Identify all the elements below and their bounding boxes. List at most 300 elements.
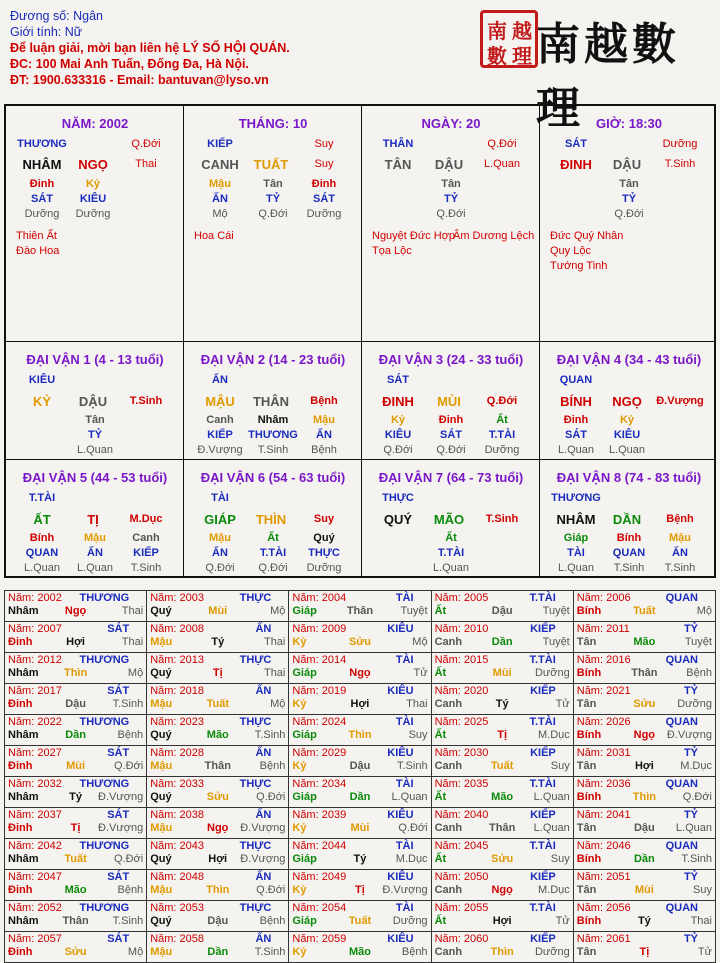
year-state: Mộ bbox=[412, 636, 428, 648]
year-stem: Mậu bbox=[150, 760, 173, 772]
dai-van-title: ĐẠI VẬN 8 (74 - 83 tuổi) bbox=[556, 470, 702, 485]
year-god: SÁT bbox=[107, 809, 130, 821]
dai-van-state: Bệnh bbox=[666, 513, 694, 525]
year-state: Đ.Vượng bbox=[240, 822, 286, 834]
dai-van-title: ĐẠI VẬN 1 (4 - 13 tuổi) bbox=[26, 352, 164, 367]
year-cell bbox=[573, 715, 715, 746]
hidden-stem: Mậu bbox=[313, 414, 335, 426]
year-state: Mộ bbox=[270, 698, 286, 710]
pillar-god: THÂN bbox=[382, 138, 414, 150]
year-god: T.TÀI bbox=[529, 840, 556, 852]
year-stem: Canh bbox=[434, 698, 463, 710]
pillar-role: Suy bbox=[314, 138, 334, 150]
year-stem: Tân bbox=[576, 636, 597, 648]
year-branch: Ngọ bbox=[633, 729, 656, 741]
star-label: Hoa Cái bbox=[194, 230, 234, 242]
year-branch: Tý bbox=[637, 915, 651, 927]
pillar-branch: DẬU bbox=[434, 157, 464, 172]
hidden-stem: Mậu bbox=[209, 532, 231, 544]
year-branch: Dần bbox=[207, 946, 229, 958]
year-state: Dưỡng bbox=[392, 915, 428, 927]
year-god: KIÊU bbox=[387, 871, 414, 883]
pillar-title: GIỜ: 18:30 bbox=[595, 116, 663, 131]
year-stem: Kỷ bbox=[292, 946, 307, 958]
year-label: Năm: 2025 bbox=[434, 716, 489, 728]
pillar-role: Q.Đới bbox=[487, 138, 517, 150]
year-stem: Kỷ bbox=[292, 636, 307, 648]
hidden-stem: Đinh bbox=[438, 414, 464, 426]
yearly-table bbox=[4, 590, 716, 963]
year-god: ẤN bbox=[255, 685, 272, 697]
year-state: Q.Đới bbox=[113, 853, 144, 865]
year-cell bbox=[431, 839, 573, 870]
year-row bbox=[5, 901, 716, 932]
year-state: Thai bbox=[263, 667, 286, 679]
year-label: Năm: 2061 bbox=[576, 933, 631, 945]
year-branch: Thìn bbox=[206, 884, 230, 896]
year-god: THỰC bbox=[239, 840, 272, 852]
year-label: Năm: 2023 bbox=[150, 716, 204, 728]
year-branch: Thân bbox=[204, 760, 231, 772]
hidden-god: ẤN bbox=[316, 429, 332, 441]
hidden-state: L.Quan bbox=[23, 562, 61, 574]
year-state: M.Dục bbox=[537, 884, 570, 896]
year-branch: Dậu bbox=[633, 822, 655, 834]
hidden-god: SÁT bbox=[565, 429, 587, 441]
year-state: Đ.Vượng bbox=[666, 729, 712, 741]
year-stem: Mậu bbox=[150, 636, 173, 648]
dai-van-god: SÁT bbox=[387, 374, 409, 386]
year-cell bbox=[289, 839, 431, 870]
year-branch: Thân bbox=[346, 605, 374, 617]
year-row bbox=[5, 653, 716, 684]
year-cell bbox=[5, 901, 147, 932]
year-stem: Nhâm bbox=[8, 791, 39, 803]
pillar-role: Dưỡng bbox=[662, 138, 698, 150]
pillar-stem: NHÂM bbox=[22, 157, 62, 172]
year-state: Tuyệt bbox=[542, 636, 570, 648]
pillar-title: NĂM: 2002 bbox=[61, 116, 129, 131]
address: ĐC: 100 Mai Anh Tuấn, Đống Đa, Hà Nội. bbox=[10, 57, 249, 71]
year-branch: Tị bbox=[212, 667, 223, 679]
hidden-state: T.Sinh bbox=[613, 562, 645, 574]
year-stem: Mậu bbox=[150, 698, 173, 710]
year-stem: Bính bbox=[576, 667, 602, 679]
year-cell bbox=[289, 901, 431, 932]
year-god: KIẾP bbox=[530, 933, 556, 945]
hidden-stem: Mậu bbox=[669, 532, 691, 544]
year-label: Năm: 2027 bbox=[8, 747, 62, 759]
year-label: Năm: 2024 bbox=[292, 716, 347, 728]
year-cell bbox=[5, 622, 147, 653]
year-cell bbox=[147, 684, 289, 715]
year-cell bbox=[5, 746, 147, 777]
year-stem: Ất bbox=[434, 729, 447, 741]
dai-van-title: ĐẠI VẬN 2 (14 - 23 tuổi) bbox=[200, 352, 346, 367]
year-label: Năm: 2011 bbox=[576, 623, 630, 635]
hidden-stem: Giáp bbox=[563, 532, 589, 544]
year-god: THỰC bbox=[239, 902, 272, 914]
dai-van-cell bbox=[6, 460, 184, 576]
hidden-state: T.Sinh bbox=[257, 444, 289, 456]
year-state: Q.Đới bbox=[256, 791, 286, 803]
year-label: Năm: 2048 bbox=[150, 871, 204, 883]
hidden-stem: Bính bbox=[29, 532, 55, 544]
year-label: Năm: 2038 bbox=[150, 809, 204, 821]
year-state: T.Sinh bbox=[681, 853, 712, 865]
pillar-state: Suy bbox=[314, 158, 334, 170]
year-cell bbox=[289, 932, 431, 963]
year-god: T.TÀI bbox=[529, 778, 556, 790]
year-cell bbox=[431, 746, 573, 777]
year-stem: Quý bbox=[150, 791, 172, 803]
year-cell bbox=[147, 622, 289, 653]
hidden-state: L.Quan bbox=[608, 444, 646, 456]
dai-van-cell bbox=[540, 342, 716, 460]
year-stem: Giáp bbox=[292, 915, 317, 927]
year-cell bbox=[431, 653, 573, 684]
gender: Giới tính: Nữ bbox=[10, 25, 83, 39]
year-stem: Đinh bbox=[8, 822, 33, 834]
year-cell bbox=[573, 839, 715, 870]
year-stem: Ất bbox=[434, 853, 447, 865]
year-god: T.TÀI bbox=[529, 654, 556, 666]
year-branch: Hợi bbox=[208, 853, 228, 865]
year-state: Tuyệt bbox=[400, 605, 428, 617]
year-stem: Giáp bbox=[292, 729, 317, 741]
year-stem: Kỷ bbox=[292, 884, 307, 896]
year-branch: Mão bbox=[348, 946, 371, 958]
year-cell bbox=[5, 653, 147, 684]
hidden-state: Dưỡng bbox=[306, 562, 342, 574]
year-god: TỶ bbox=[683, 685, 698, 697]
dai-van-stem: ẤT bbox=[33, 512, 51, 527]
dai-van-branch: TỊ bbox=[87, 512, 99, 527]
star-label: Quy Lộc bbox=[550, 245, 591, 257]
year-row bbox=[5, 684, 716, 715]
year-branch: Thìn bbox=[632, 791, 656, 803]
year-branch: Mùi bbox=[66, 760, 86, 772]
year-god: THƯƠNG bbox=[79, 840, 130, 852]
year-label: Năm: 2003 bbox=[150, 592, 204, 604]
year-god: KIẾP bbox=[530, 871, 556, 883]
year-god: T.TÀI bbox=[529, 716, 556, 728]
hidden-stem: Kỷ bbox=[85, 178, 101, 190]
year-god: TÀI bbox=[395, 778, 414, 790]
pillar-branch: TUẤT bbox=[253, 157, 289, 172]
hidden-god: TỶ bbox=[621, 193, 637, 205]
year-branch: Sửu bbox=[491, 853, 514, 865]
year-god: KIÊU bbox=[387, 747, 414, 759]
year-label: Năm: 2032 bbox=[8, 778, 62, 790]
year-cell bbox=[431, 932, 573, 963]
year-stem: Kỷ bbox=[292, 822, 307, 834]
year-cell bbox=[147, 653, 289, 684]
dai-van-branch: THÂN bbox=[252, 394, 290, 409]
year-state: Bệnh bbox=[117, 884, 144, 896]
hidden-stem: Tân bbox=[85, 414, 105, 426]
dai-van-state: M.Dục bbox=[129, 513, 163, 525]
year-label: Năm: 2005 bbox=[434, 592, 489, 604]
hidden-god: KIÊU bbox=[79, 193, 107, 205]
pillar-cell bbox=[6, 106, 184, 342]
year-god: QUAN bbox=[665, 592, 698, 604]
year-state: Đ.Vượng bbox=[382, 884, 428, 896]
year-cell bbox=[5, 870, 147, 901]
year-cell bbox=[147, 591, 289, 622]
year-branch: Dần bbox=[349, 791, 371, 803]
owner-name: Đương số: Ngân bbox=[10, 9, 103, 23]
year-stem: Quý bbox=[150, 915, 172, 927]
dai-van-branch: DẬU bbox=[78, 394, 108, 409]
year-god: KIÊU bbox=[387, 809, 414, 821]
dai-van-branch: THÌN bbox=[255, 512, 287, 527]
hidden-god: SÁT bbox=[440, 429, 462, 441]
hidden-god: KIẾP bbox=[207, 429, 233, 441]
hidden-state: L.Quan bbox=[76, 562, 114, 574]
hidden-state: Q.Đới bbox=[205, 562, 235, 574]
year-state: Tử bbox=[413, 667, 428, 679]
year-label: Năm: 2029 bbox=[292, 747, 347, 759]
year-label: Năm: 2034 bbox=[292, 778, 347, 790]
dai-van-branch: NGỌ bbox=[612, 394, 642, 409]
year-label: Năm: 2012 bbox=[8, 654, 62, 666]
hidden-stem: Đinh bbox=[311, 178, 337, 190]
chart-header bbox=[10, 8, 290, 88]
year-label: Năm: 2046 bbox=[576, 840, 631, 852]
year-branch: Dần bbox=[491, 636, 513, 648]
year-branch: Hợi bbox=[66, 636, 85, 648]
year-cell bbox=[573, 591, 715, 622]
hidden-god: ẤN bbox=[212, 547, 228, 559]
year-branch: Tý bbox=[211, 636, 225, 648]
year-label: Năm: 2045 bbox=[434, 840, 489, 852]
year-label: Năm: 2017 bbox=[8, 685, 62, 697]
year-stem: Mậu bbox=[150, 822, 173, 834]
year-stem: Tân bbox=[576, 884, 597, 896]
year-state: Mộ bbox=[696, 605, 712, 617]
year-label: Năm: 2016 bbox=[576, 654, 631, 666]
year-branch: Hợi bbox=[492, 915, 512, 927]
year-branch: Ngọ bbox=[491, 884, 513, 896]
year-cell bbox=[573, 746, 715, 777]
year-god: THƯƠNG bbox=[79, 778, 130, 790]
pillar-god: SÁT bbox=[565, 138, 587, 150]
year-cell bbox=[573, 808, 715, 839]
year-stem: Mậu bbox=[150, 946, 173, 958]
year-state: T.Sinh bbox=[112, 915, 144, 927]
year-stem: Ất bbox=[434, 791, 447, 803]
year-god: ẤN bbox=[255, 871, 272, 883]
year-label: Năm: 2041 bbox=[576, 809, 631, 821]
year-label: Năm: 2043 bbox=[150, 840, 204, 852]
year-stem: Nhâm bbox=[8, 915, 39, 927]
dai-van-state: T.Sinh bbox=[485, 513, 519, 525]
chart-grid bbox=[4, 104, 716, 578]
hidden-stem: Kỷ bbox=[619, 414, 635, 426]
year-stem: Canh bbox=[434, 946, 463, 958]
year-god: SÁT bbox=[107, 747, 130, 759]
pillar-stem: CANH bbox=[201, 157, 239, 172]
year-row bbox=[5, 591, 716, 622]
year-stem: Đinh bbox=[8, 636, 33, 648]
dai-van-stem: ĐINH bbox=[382, 394, 414, 409]
year-god: QUAN bbox=[665, 654, 698, 666]
year-label: Năm: 2013 bbox=[150, 654, 204, 666]
year-state: Bệnh bbox=[401, 946, 428, 958]
year-cell bbox=[5, 715, 147, 746]
year-label: Năm: 2009 bbox=[292, 623, 347, 635]
year-god: ẤN bbox=[255, 623, 272, 635]
star-label: Tọa Lộc bbox=[372, 245, 412, 257]
year-state: Q.Đới bbox=[398, 822, 428, 834]
year-branch: Ngọ bbox=[349, 667, 371, 679]
hidden-god: T.TÀI bbox=[488, 429, 516, 441]
year-state: Suy bbox=[693, 884, 712, 896]
year-stem: Kỷ bbox=[292, 760, 307, 772]
dai-van-cell bbox=[540, 460, 716, 576]
year-stem: Canh bbox=[434, 760, 463, 772]
year-stem: Quý bbox=[150, 729, 172, 741]
dai-van-god: THƯƠNG bbox=[551, 492, 601, 504]
hidden-stem: Đinh bbox=[29, 178, 55, 190]
hidden-god: SÁT bbox=[313, 193, 335, 205]
hidden-state: Q.Đới bbox=[383, 444, 413, 456]
year-cell bbox=[289, 653, 431, 684]
year-god: TÀI bbox=[395, 902, 414, 914]
year-cell bbox=[289, 870, 431, 901]
year-row bbox=[5, 932, 716, 963]
year-stem: Nhâm bbox=[8, 605, 39, 617]
pillar-title: NGÀY: 20 bbox=[421, 116, 481, 131]
hidden-stem: Mậu bbox=[84, 532, 106, 544]
year-state: L.Quan bbox=[533, 822, 570, 834]
year-cell bbox=[431, 591, 573, 622]
year-cell bbox=[147, 746, 289, 777]
dai-van-god: KIÊU bbox=[28, 374, 56, 386]
year-branch: Dậu bbox=[491, 605, 513, 617]
hidden-stem: Bính bbox=[616, 532, 642, 544]
year-god: THỰC bbox=[239, 778, 272, 790]
year-branch: Mùi bbox=[350, 822, 370, 834]
pillar-cell bbox=[540, 106, 716, 342]
year-cell bbox=[573, 777, 715, 808]
pillar-branch: DẬU bbox=[612, 157, 642, 172]
year-label: Năm: 2028 bbox=[150, 747, 204, 759]
year-label: Năm: 2056 bbox=[576, 902, 631, 914]
year-branch: Sửu bbox=[206, 791, 229, 803]
year-state: Suy bbox=[550, 853, 570, 865]
year-state: Q.Đới bbox=[256, 884, 286, 896]
hidden-god: ẤN bbox=[87, 547, 103, 559]
year-label: Năm: 2054 bbox=[292, 902, 347, 914]
hidden-state: Dưỡng bbox=[24, 208, 60, 220]
year-label: Năm: 2026 bbox=[576, 716, 631, 728]
year-god: TỶ bbox=[683, 747, 698, 759]
dai-van-cell bbox=[362, 342, 540, 460]
hidden-god: TÀI bbox=[567, 547, 585, 559]
year-god: THỰC bbox=[239, 654, 272, 666]
year-god: TỶ bbox=[683, 809, 698, 821]
year-branch: Mão bbox=[64, 884, 87, 896]
dai-van-stem: KỶ bbox=[32, 394, 52, 409]
year-stem: Bính bbox=[576, 915, 602, 927]
hidden-state: Mộ bbox=[212, 208, 228, 220]
dai-van-state: Bệnh bbox=[310, 395, 338, 407]
dai-van-state: Suy bbox=[313, 513, 335, 525]
year-branch: Thân bbox=[62, 915, 89, 927]
year-branch: Sửu bbox=[64, 946, 87, 958]
year-god: KIẾP bbox=[530, 623, 556, 635]
year-state: Tử bbox=[555, 915, 570, 927]
hidden-state: Đ.Vượng bbox=[197, 444, 243, 456]
year-state: M.Dục bbox=[680, 760, 712, 772]
year-branch: Mão bbox=[206, 729, 229, 741]
year-cell bbox=[289, 715, 431, 746]
year-stem: Giáp bbox=[292, 791, 317, 803]
year-row bbox=[5, 746, 716, 777]
year-cell bbox=[289, 746, 431, 777]
year-state: Thai bbox=[121, 605, 144, 617]
year-state: Tử bbox=[555, 698, 570, 710]
year-god: KIÊU bbox=[387, 685, 414, 697]
hidden-state: L.Quan bbox=[557, 562, 595, 574]
year-state: Bệnh bbox=[686, 667, 712, 679]
year-stem: Bính bbox=[576, 729, 602, 741]
year-label: Năm: 2050 bbox=[434, 871, 489, 883]
year-label: Năm: 2008 bbox=[150, 623, 204, 635]
year-label: Năm: 2018 bbox=[150, 685, 204, 697]
year-god: TÀI bbox=[395, 592, 414, 604]
year-row bbox=[5, 622, 716, 653]
dai-van-stem: BÍNH bbox=[560, 394, 592, 409]
year-god: THƯƠNG bbox=[79, 902, 130, 914]
year-god: TỶ bbox=[683, 623, 698, 635]
year-stem: Giáp bbox=[292, 667, 317, 679]
year-god: TÀI bbox=[395, 840, 414, 852]
dai-van-title: ĐẠI VẬN 7 (64 - 73 tuổi) bbox=[378, 470, 524, 485]
dai-van-stem: MẬU bbox=[205, 394, 235, 409]
year-branch: Tị bbox=[70, 822, 81, 834]
year-branch: Dần bbox=[633, 853, 655, 865]
year-row bbox=[5, 808, 716, 839]
hidden-stem: Tân bbox=[619, 178, 639, 190]
hidden-god: THỰC bbox=[308, 547, 340, 559]
contact-note: Để luận giải, mời bạn liên hệ LÝ SỐ HỘI QUÁN. bbox=[10, 41, 290, 55]
year-stem: Nhâm bbox=[8, 667, 39, 679]
hidden-stem: Ất bbox=[445, 532, 457, 544]
year-state: Tuyệt bbox=[542, 605, 570, 617]
year-label: Năm: 2014 bbox=[292, 654, 347, 666]
year-branch: Tý bbox=[69, 791, 82, 803]
year-label: Năm: 2060 bbox=[434, 933, 489, 945]
year-branch: Sửu bbox=[348, 636, 371, 648]
year-stem: Quý bbox=[150, 853, 172, 865]
year-row bbox=[5, 870, 716, 901]
year-god: TÀI bbox=[395, 716, 414, 728]
year-cell bbox=[431, 684, 573, 715]
year-branch: Mão bbox=[491, 791, 514, 803]
pillar-state: Thai bbox=[135, 158, 157, 170]
year-label: Năm: 2006 bbox=[576, 592, 631, 604]
year-label: Năm: 2037 bbox=[8, 809, 62, 821]
year-god: T.TÀI bbox=[529, 902, 556, 914]
pillar-cell bbox=[362, 106, 540, 342]
dai-van-state: Q.Đới bbox=[486, 395, 518, 407]
star-label: Nguyệt Đức Hợp bbox=[372, 230, 456, 242]
year-label: Năm: 2039 bbox=[292, 809, 347, 821]
year-stem: Bính bbox=[576, 791, 602, 803]
